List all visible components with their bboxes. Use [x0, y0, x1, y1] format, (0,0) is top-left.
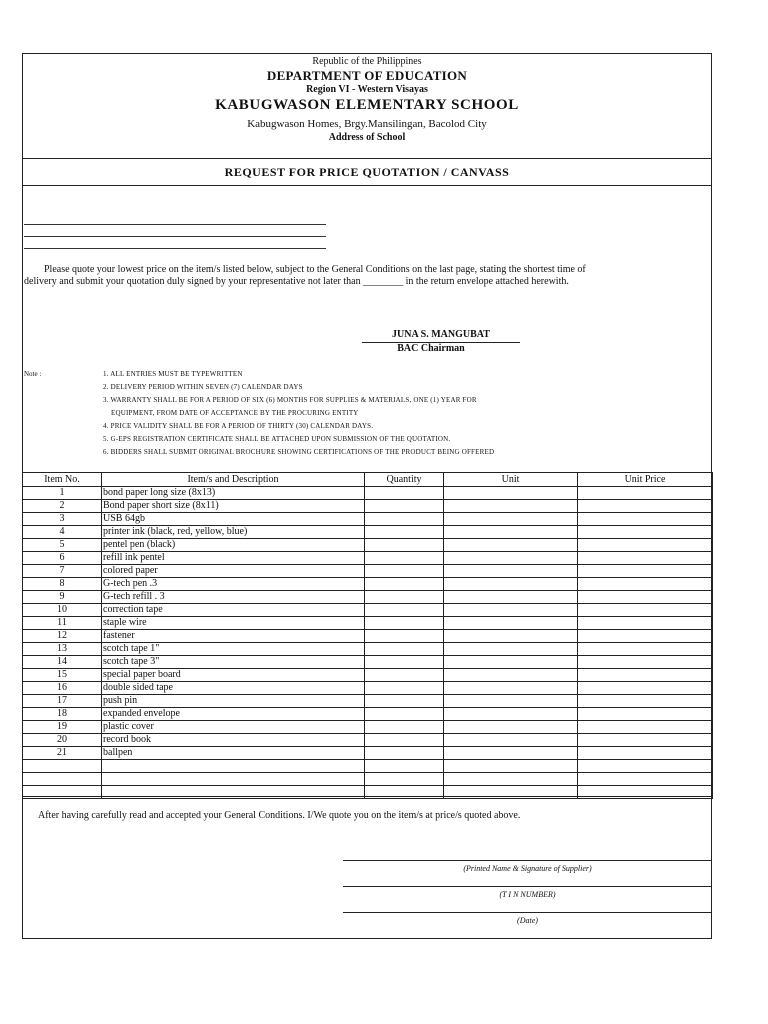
- item-number: 15: [23, 669, 102, 682]
- item-number: [23, 760, 102, 773]
- item-description: colored paper: [102, 565, 365, 578]
- item-number: 5: [23, 539, 102, 552]
- item-number: 3: [23, 513, 102, 526]
- table-row: [23, 578, 713, 591]
- item-description: fastener: [102, 630, 365, 643]
- unit-cell: [444, 487, 578, 500]
- unit-cell: [444, 500, 578, 513]
- unit-price-cell: [578, 656, 713, 669]
- region-line: Region VI - Western Visayas: [306, 84, 428, 95]
- supplier-name-label: (Printed Name & Signature of Supplier): [463, 864, 592, 873]
- quantity-cell: [365, 669, 444, 682]
- quantity-cell: [365, 734, 444, 747]
- header-unit-price: Unit Price: [578, 473, 713, 487]
- item-description: pentel pen (black): [102, 539, 365, 552]
- item-description: ballpen: [102, 747, 365, 760]
- unit-price-cell: [578, 643, 713, 656]
- item-number: 13: [23, 643, 102, 656]
- item-description: Bond paper short size (8x11): [102, 500, 365, 513]
- table-row: [23, 721, 713, 734]
- item-number: 4: [23, 526, 102, 539]
- unit-price-cell: [578, 617, 713, 630]
- divider: [22, 796, 712, 797]
- note-label: Note :: [24, 370, 42, 378]
- signature-line: [343, 860, 712, 861]
- address-label: Address of School: [328, 132, 406, 143]
- note-line: EQUIPMENT, FROM DATE OF ACCEPTANCE BY THE PROCURING ENTITY: [111, 409, 359, 417]
- item-number: 10: [23, 604, 102, 617]
- republic-line: Republic of the Philippines: [312, 56, 422, 67]
- item-number: 18: [23, 708, 102, 721]
- table-row: [23, 734, 713, 747]
- form-title: REQUEST FOR PRICE QUOTATION / CANVASS: [224, 165, 510, 179]
- item-description: correction tape: [102, 604, 365, 617]
- item-number: 6: [23, 552, 102, 565]
- unit-cell: [444, 721, 578, 734]
- unit-price-cell: [578, 734, 713, 747]
- intro-line-1: Please quote your lowest price on the item/s listed below, subject to the General Conditions on the last page, stating the shortest time of: [44, 264, 586, 275]
- item-number: 21: [23, 747, 102, 760]
- quantity-cell: [365, 500, 444, 513]
- item-number: 16: [23, 682, 102, 695]
- quantity-cell: [365, 487, 444, 500]
- table-row: [23, 656, 713, 669]
- item-description: push pin: [102, 695, 365, 708]
- unit-cell: [444, 539, 578, 552]
- date-line: [343, 912, 712, 913]
- unit-price-cell: [578, 721, 713, 734]
- unit-cell: [444, 669, 578, 682]
- blank-line: [24, 236, 326, 237]
- quantity-cell: [365, 565, 444, 578]
- unit-cell: [444, 591, 578, 604]
- closing-statement: After having carefully read and accepted your General Conditions. I/We quote you on the item/s at price/s quoted above.: [38, 810, 521, 821]
- quantity-cell: [365, 513, 444, 526]
- chairman-name: JUNA S. MANGUBAT: [392, 329, 490, 340]
- table-row: [23, 708, 713, 721]
- unit-cell: [444, 734, 578, 747]
- unit-price-cell: [578, 630, 713, 643]
- table-row: [23, 617, 713, 630]
- blank-line: [24, 248, 326, 249]
- quantity-cell: [365, 695, 444, 708]
- date-label: (Date): [517, 916, 538, 925]
- header-unit: Unit: [444, 473, 578, 487]
- item-number: 17: [23, 695, 102, 708]
- unit-price-cell: [578, 747, 713, 760]
- unit-cell: [444, 656, 578, 669]
- table-row: [23, 682, 713, 695]
- item-description: refill ink pentel: [102, 552, 365, 565]
- item-number: 19: [23, 721, 102, 734]
- table-row: [23, 500, 713, 513]
- quantity-cell: [365, 656, 444, 669]
- table-row: [23, 630, 713, 643]
- blank-line: [24, 224, 326, 225]
- school-address: Kabugwason Homes, Brgy.Mansilingan, Bacolod City: [247, 118, 487, 130]
- item-description: printer ink (black, red, yellow, blue): [102, 526, 365, 539]
- item-number: 14: [23, 656, 102, 669]
- unit-cell: [444, 513, 578, 526]
- table-row: [23, 747, 713, 760]
- item-description: bond paper long size (8x13): [102, 487, 365, 500]
- unit-price-cell: [578, 708, 713, 721]
- unit-price-cell: [578, 565, 713, 578]
- quantity-cell: [365, 526, 444, 539]
- quantity-cell: [365, 604, 444, 617]
- quantity-cell: [365, 721, 444, 734]
- note-line: 5. G-EPS REGISTRATION CERTIFICATE SHALL BE ATTACHED UPON SUBMISSION OF THE QUOTATION.: [103, 435, 451, 443]
- item-number: 20: [23, 734, 102, 747]
- unit-cell: [444, 760, 578, 773]
- unit-cell: [444, 695, 578, 708]
- unit-cell: [444, 552, 578, 565]
- table-row: [23, 513, 713, 526]
- quantity-cell: [365, 643, 444, 656]
- unit-price-cell: [578, 760, 713, 773]
- divider: [22, 158, 712, 159]
- unit-cell: [444, 630, 578, 643]
- table-row: [23, 539, 713, 552]
- table-row: [23, 695, 713, 708]
- unit-cell: [444, 773, 578, 786]
- chairman-title: BAC Chairman: [397, 343, 465, 354]
- unit-price-cell: [578, 578, 713, 591]
- quantity-cell: [365, 630, 444, 643]
- table-row: [23, 760, 713, 773]
- table-header-row: [23, 473, 713, 487]
- unit-cell: [444, 708, 578, 721]
- table-row: [23, 552, 713, 565]
- items-table: [22, 472, 713, 799]
- item-description: scotch tape 1": [102, 643, 365, 656]
- unit-price-cell: [578, 539, 713, 552]
- unit-price-cell: [578, 682, 713, 695]
- table-row: [23, 526, 713, 539]
- unit-price-cell: [578, 695, 713, 708]
- unit-price-cell: [578, 513, 713, 526]
- header-description: Item/s and Description: [102, 473, 365, 487]
- quantity-cell: [365, 591, 444, 604]
- table-row: [23, 643, 713, 656]
- note-line: 4. PRICE VALIDITY SHALL BE FOR A PERIOD OF THIRTY (30) CALENDAR DAYS.: [103, 422, 374, 430]
- tin-label: (T I N NUMBER): [499, 890, 556, 899]
- unit-cell: [444, 747, 578, 760]
- unit-cell: [444, 604, 578, 617]
- unit-cell: [444, 578, 578, 591]
- table-row: [23, 773, 713, 786]
- item-number: 2: [23, 500, 102, 513]
- intro-line-2: delivery and submit your quotation duly signed by your representative not later than ________ in the return envelope attached herewith.: [24, 276, 569, 287]
- quantity-cell: [365, 682, 444, 695]
- divider: [22, 185, 712, 186]
- header-quantity: Quantity: [365, 473, 444, 487]
- item-number: [23, 773, 102, 786]
- unit-cell: [444, 643, 578, 656]
- quantity-cell: [365, 773, 444, 786]
- item-description: scotch tape 3": [102, 656, 365, 669]
- unit-price-cell: [578, 773, 713, 786]
- item-description: expanded envelope: [102, 708, 365, 721]
- item-description: staple wire: [102, 617, 365, 630]
- item-description: USB 64gb: [102, 513, 365, 526]
- quantity-cell: [365, 760, 444, 773]
- unit-price-cell: [578, 487, 713, 500]
- note-line: 3. WARRANTY SHALL BE FOR A PERIOD OF SIX (6) MONTHS FOR SUPPLIES & MATERIALS, ONE (1) YEAR FOR: [103, 396, 477, 404]
- item-number: 12: [23, 630, 102, 643]
- unit-price-cell: [578, 669, 713, 682]
- unit-cell: [444, 565, 578, 578]
- item-number: 8: [23, 578, 102, 591]
- item-number: 11: [23, 617, 102, 630]
- table-row: [23, 487, 713, 500]
- item-description: plastic cover: [102, 721, 365, 734]
- quantity-cell: [365, 552, 444, 565]
- unit-cell: [444, 682, 578, 695]
- header-item-no: Item No.: [23, 473, 102, 487]
- quantity-cell: [365, 617, 444, 630]
- table-row: [23, 669, 713, 682]
- unit-price-cell: [578, 604, 713, 617]
- unit-price-cell: [578, 500, 713, 513]
- unit-price-cell: [578, 591, 713, 604]
- item-description: double sided tape: [102, 682, 365, 695]
- unit-price-cell: [578, 552, 713, 565]
- quantity-cell: [365, 708, 444, 721]
- quantity-cell: [365, 747, 444, 760]
- item-description: record book: [102, 734, 365, 747]
- item-number: 1: [23, 487, 102, 500]
- table-row: [23, 591, 713, 604]
- department-name: DEPARTMENT OF EDUCATION: [266, 68, 468, 83]
- item-number: 9: [23, 591, 102, 604]
- quantity-cell: [365, 539, 444, 552]
- unit-cell: [444, 617, 578, 630]
- item-number: 7: [23, 565, 102, 578]
- item-description: G-tech pen .3: [102, 578, 365, 591]
- item-description: [102, 760, 365, 773]
- school-name: KABUGWASON ELEMENTARY SCHOOL: [215, 97, 519, 113]
- unit-cell: [444, 526, 578, 539]
- table-row: [23, 604, 713, 617]
- tin-line: [343, 886, 712, 887]
- unit-price-cell: [578, 526, 713, 539]
- table-row: [23, 565, 713, 578]
- note-line: 2. DELIVERY PERIOD WITHIN SEVEN (7) CALENDAR DAYS: [103, 383, 303, 391]
- quantity-cell: [365, 578, 444, 591]
- note-line: 6. BIDDERS SHALL SUBMIT ORIGINAL BROCHURE SHOWING CERTIFICATIONS OF THE PRODUCT BEING OFFERED: [103, 448, 495, 456]
- item-description: G-tech refill . 3: [102, 591, 365, 604]
- item-description: special paper board: [102, 669, 365, 682]
- note-line: 1. ALL ENTRIES MUST BE TYPEWRITTEN: [103, 370, 243, 378]
- item-description: [102, 773, 365, 786]
